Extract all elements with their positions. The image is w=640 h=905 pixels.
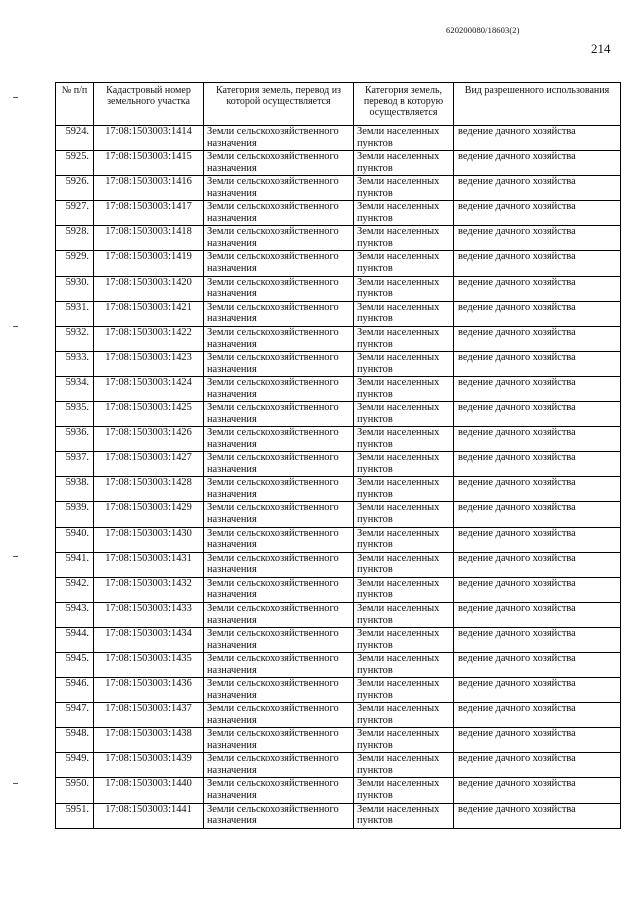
table-row bbox=[56, 803, 621, 828]
permitted-use: ведение дачного хозяйства bbox=[454, 276, 621, 301]
row-number: 5937. bbox=[56, 452, 94, 477]
row-number: 5944. bbox=[56, 627, 94, 652]
cadastral-number: 17:08:1503003:1421 bbox=[94, 301, 204, 326]
cadastral-number: 17:08:1503003:1422 bbox=[94, 326, 204, 351]
cadastral-number: 17:08:1503003:1420 bbox=[94, 276, 204, 301]
category-from: Земли сельскохозяйственного назначения bbox=[204, 552, 354, 577]
table-header-row bbox=[56, 83, 621, 126]
cadastral-number: 17:08:1503003:1437 bbox=[94, 703, 204, 728]
table-row bbox=[56, 728, 621, 753]
row-number: 5947. bbox=[56, 703, 94, 728]
table-row bbox=[56, 552, 621, 577]
category-to: Земли населенных пунктов bbox=[354, 477, 454, 502]
table-row bbox=[56, 351, 621, 376]
row-number: 5931. bbox=[56, 301, 94, 326]
cadastral-number: 17:08:1503003:1436 bbox=[94, 678, 204, 703]
category-from: Земли сельскохозяйственного назначения bbox=[204, 602, 354, 627]
table-row bbox=[56, 602, 621, 627]
cadastral-number: 17:08:1503003:1414 bbox=[94, 126, 204, 151]
document-code: 620200080/18603(2) bbox=[446, 25, 520, 35]
row-number: 5945. bbox=[56, 652, 94, 677]
table-row bbox=[56, 477, 621, 502]
category-to: Земли населенных пунктов bbox=[354, 326, 454, 351]
category-from: Земли сельскохозяйственного назначения bbox=[204, 151, 354, 176]
permitted-use: ведение дачного хозяйства bbox=[454, 728, 621, 753]
table-row bbox=[56, 376, 621, 401]
header-cadastral: Кадастровый номер земельного участка bbox=[94, 83, 204, 126]
cadastral-number: 17:08:1503003:1433 bbox=[94, 602, 204, 627]
category-from: Земли сельскохозяйственного назначения bbox=[204, 201, 354, 226]
category-to: Земли населенных пунктов bbox=[354, 552, 454, 577]
permitted-use: ведение дачного хозяйства bbox=[454, 402, 621, 427]
cadastral-number: 17:08:1503003:1416 bbox=[94, 176, 204, 201]
category-to: Земли населенных пунктов bbox=[354, 678, 454, 703]
permitted-use: ведение дачного хозяйства bbox=[454, 452, 621, 477]
category-from: Земли сельскохозяйственного назначения bbox=[204, 226, 354, 251]
row-number: 5930. bbox=[56, 276, 94, 301]
category-from: Земли сельскохозяйственного назначения bbox=[204, 753, 354, 778]
permitted-use: ведение дачного хозяйства bbox=[454, 753, 621, 778]
category-from: Земли сельскохозяйственного назначения bbox=[204, 176, 354, 201]
row-number: 5932. bbox=[56, 326, 94, 351]
category-to: Земли населенных пунктов bbox=[354, 577, 454, 602]
row-number: 5941. bbox=[56, 552, 94, 577]
permitted-use: ведение дачного хозяйства bbox=[454, 326, 621, 351]
permitted-use: ведение дачного хозяйства bbox=[454, 678, 621, 703]
table-row bbox=[56, 502, 621, 527]
row-number: 5936. bbox=[56, 427, 94, 452]
category-to: Земли населенных пунктов bbox=[354, 402, 454, 427]
cadastral-number: 17:08:1503003:1424 bbox=[94, 376, 204, 401]
cadastral-number: 17:08:1503003:1438 bbox=[94, 728, 204, 753]
row-number: 5940. bbox=[56, 527, 94, 552]
cadastral-number: 17:08:1503003:1419 bbox=[94, 251, 204, 276]
row-number: 5938. bbox=[56, 477, 94, 502]
table-row bbox=[56, 427, 621, 452]
row-number: 5950. bbox=[56, 778, 94, 803]
permitted-use: ведение дачного хозяйства bbox=[454, 778, 621, 803]
table-row bbox=[56, 402, 621, 427]
table-row bbox=[56, 176, 621, 201]
cadastral-number: 17:08:1503003:1434 bbox=[94, 627, 204, 652]
row-number: 5949. bbox=[56, 753, 94, 778]
table-row bbox=[56, 276, 621, 301]
row-number: 5942. bbox=[56, 577, 94, 602]
permitted-use: ведение дачного хозяйства bbox=[454, 552, 621, 577]
cadastral-number: 17:08:1503003:1431 bbox=[94, 552, 204, 577]
row-number: 5934. bbox=[56, 376, 94, 401]
cadastral-number: 17:08:1503003:1427 bbox=[94, 452, 204, 477]
permitted-use: ведение дачного хозяйства bbox=[454, 226, 621, 251]
table-row bbox=[56, 251, 621, 276]
permitted-use: ведение дачного хозяйства bbox=[454, 301, 621, 326]
permitted-use: ведение дачного хозяйства bbox=[454, 176, 621, 201]
category-to: Земли населенных пунктов bbox=[354, 803, 454, 828]
category-from: Земли сельскохозяйственного назначения bbox=[204, 778, 354, 803]
cadastral-number: 17:08:1503003:1432 bbox=[94, 577, 204, 602]
category-to: Земли населенных пунктов bbox=[354, 602, 454, 627]
category-from: Земли сельскохозяйственного назначения bbox=[204, 126, 354, 151]
margin-mark bbox=[13, 326, 18, 327]
table-row bbox=[56, 703, 621, 728]
row-number: 5939. bbox=[56, 502, 94, 527]
row-number: 5943. bbox=[56, 602, 94, 627]
row-number: 5951. bbox=[56, 803, 94, 828]
category-to: Земли населенных пунктов bbox=[354, 427, 454, 452]
cadastral-number: 17:08:1503003:1415 bbox=[94, 151, 204, 176]
permitted-use: ведение дачного хозяйства bbox=[454, 803, 621, 828]
permitted-use: ведение дачного хозяйства bbox=[454, 477, 621, 502]
table-row bbox=[56, 326, 621, 351]
category-to: Земли населенных пунктов bbox=[354, 351, 454, 376]
row-number: 5948. bbox=[56, 728, 94, 753]
category-from: Земли сельскохозяйственного назначения bbox=[204, 703, 354, 728]
table-row bbox=[56, 126, 621, 151]
category-to: Земли населенных пунктов bbox=[354, 376, 454, 401]
category-from: Земли сельскохозяйственного назначения bbox=[204, 326, 354, 351]
row-number: 5928. bbox=[56, 226, 94, 251]
permitted-use: ведение дачного хозяйства bbox=[454, 602, 621, 627]
category-to: Земли населенных пунктов bbox=[354, 276, 454, 301]
permitted-use: ведение дачного хозяйства bbox=[454, 201, 621, 226]
category-to: Земли населенных пунктов bbox=[354, 627, 454, 652]
table-row bbox=[56, 151, 621, 176]
row-number: 5933. bbox=[56, 351, 94, 376]
category-to: Земли населенных пунктов bbox=[354, 201, 454, 226]
row-number: 5924. bbox=[56, 126, 94, 151]
cadastral-number: 17:08:1503003:1429 bbox=[94, 502, 204, 527]
category-from: Земли сельскохозяйственного назначения bbox=[204, 678, 354, 703]
row-number: 5929. bbox=[56, 251, 94, 276]
category-to: Земли населенных пунктов bbox=[354, 126, 454, 151]
margin-mark bbox=[13, 97, 18, 98]
row-number: 5927. bbox=[56, 201, 94, 226]
table-row bbox=[56, 753, 621, 778]
category-from: Земли сельскохозяйственного назначения bbox=[204, 728, 354, 753]
table-row bbox=[56, 778, 621, 803]
category-to: Земли населенных пунктов bbox=[354, 527, 454, 552]
cadastral-number: 17:08:1503003:1440 bbox=[94, 778, 204, 803]
header-num: № п/п bbox=[56, 83, 94, 126]
margin-mark bbox=[13, 556, 18, 557]
category-to: Земли населенных пунктов bbox=[354, 728, 454, 753]
category-to: Земли населенных пунктов bbox=[354, 251, 454, 276]
cadastral-number: 17:08:1503003:1423 bbox=[94, 351, 204, 376]
category-from: Земли сельскохозяйственного назначения bbox=[204, 502, 354, 527]
category-from: Земли сельскохозяйственного назначения bbox=[204, 351, 354, 376]
margin-mark bbox=[13, 783, 18, 784]
row-number: 5935. bbox=[56, 402, 94, 427]
category-to: Земли населенных пунктов bbox=[354, 703, 454, 728]
category-from: Земли сельскохозяйственного назначения bbox=[204, 803, 354, 828]
table-row bbox=[56, 527, 621, 552]
cadastral-number: 17:08:1503003:1435 bbox=[94, 652, 204, 677]
table-row bbox=[56, 678, 621, 703]
table-row bbox=[56, 226, 621, 251]
category-from: Земли сельскохозяйственного назначения bbox=[204, 402, 354, 427]
permitted-use: ведение дачного хозяйства bbox=[454, 251, 621, 276]
category-from: Земли сельскохозяйственного назначения bbox=[204, 276, 354, 301]
permitted-use: ведение дачного хозяйства bbox=[454, 627, 621, 652]
category-from: Земли сельскохозяйственного назначения bbox=[204, 301, 354, 326]
permitted-use: ведение дачного хозяйства bbox=[454, 126, 621, 151]
category-from: Земли сельскохозяйственного назначения bbox=[204, 251, 354, 276]
category-to: Земли населенных пунктов bbox=[354, 753, 454, 778]
permitted-use: ведение дачного хозяйства bbox=[454, 502, 621, 527]
permitted-use: ведение дачного хозяйства bbox=[454, 577, 621, 602]
category-to: Земли населенных пунктов bbox=[354, 778, 454, 803]
permitted-use: ведение дачного хозяйства bbox=[454, 351, 621, 376]
permitted-use: ведение дачного хозяйства bbox=[454, 376, 621, 401]
cadastral-number: 17:08:1503003:1418 bbox=[94, 226, 204, 251]
category-from: Земли сельскохозяйственного назначения bbox=[204, 427, 354, 452]
permitted-use: ведение дачного хозяйства bbox=[454, 527, 621, 552]
category-from: Земли сельскохозяйственного назначения bbox=[204, 577, 354, 602]
table-row bbox=[56, 301, 621, 326]
table-row bbox=[56, 577, 621, 602]
category-from: Земли сельскохозяйственного назначения bbox=[204, 477, 354, 502]
cadastral-number: 17:08:1503003:1428 bbox=[94, 477, 204, 502]
cadastral-number: 17:08:1503003:1430 bbox=[94, 527, 204, 552]
table-row bbox=[56, 201, 621, 226]
category-from: Земли сельскохозяйственного назначения bbox=[204, 652, 354, 677]
permitted-use: ведение дачного хозяйства bbox=[454, 427, 621, 452]
category-from: Земли сельскохозяйственного назначения bbox=[204, 376, 354, 401]
category-to: Земли населенных пунктов bbox=[354, 226, 454, 251]
category-to: Земли населенных пунктов bbox=[354, 301, 454, 326]
page-number: 214 bbox=[591, 41, 611, 56]
category-to: Земли населенных пунктов bbox=[354, 176, 454, 201]
header-category-from: Категория земель, перевод из которой осуществляется bbox=[204, 83, 354, 126]
table-row bbox=[56, 452, 621, 477]
category-to: Земли населенных пунктов bbox=[354, 502, 454, 527]
category-from: Земли сельскохозяйственного назначения bbox=[204, 527, 354, 552]
cadastral-number: 17:08:1503003:1441 bbox=[94, 803, 204, 828]
permitted-use: ведение дачного хозяйства bbox=[454, 652, 621, 677]
permitted-use: ведение дачного хозяйства bbox=[454, 703, 621, 728]
category-to: Земли населенных пунктов bbox=[354, 452, 454, 477]
row-number: 5926. bbox=[56, 176, 94, 201]
category-from: Земли сельскохозяйственного назначения bbox=[204, 627, 354, 652]
row-number: 5946. bbox=[56, 678, 94, 703]
header-category-to: Категория земель, перевод в которую осуществляется bbox=[354, 83, 454, 126]
category-from: Земли сельскохозяйственного назначения bbox=[204, 452, 354, 477]
land-plots-table bbox=[55, 82, 621, 829]
cadastral-number: 17:08:1503003:1425 bbox=[94, 402, 204, 427]
table-row bbox=[56, 627, 621, 652]
category-to: Земли населенных пунктов bbox=[354, 151, 454, 176]
permitted-use: ведение дачного хозяйства bbox=[454, 151, 621, 176]
cadastral-number: 17:08:1503003:1417 bbox=[94, 201, 204, 226]
table-row bbox=[56, 652, 621, 677]
header-permitted-use: Вид разрешенного использования bbox=[454, 83, 621, 126]
category-to: Земли населенных пунктов bbox=[354, 652, 454, 677]
row-number: 5925. bbox=[56, 151, 94, 176]
cadastral-number: 17:08:1503003:1426 bbox=[94, 427, 204, 452]
cadastral-number: 17:08:1503003:1439 bbox=[94, 753, 204, 778]
